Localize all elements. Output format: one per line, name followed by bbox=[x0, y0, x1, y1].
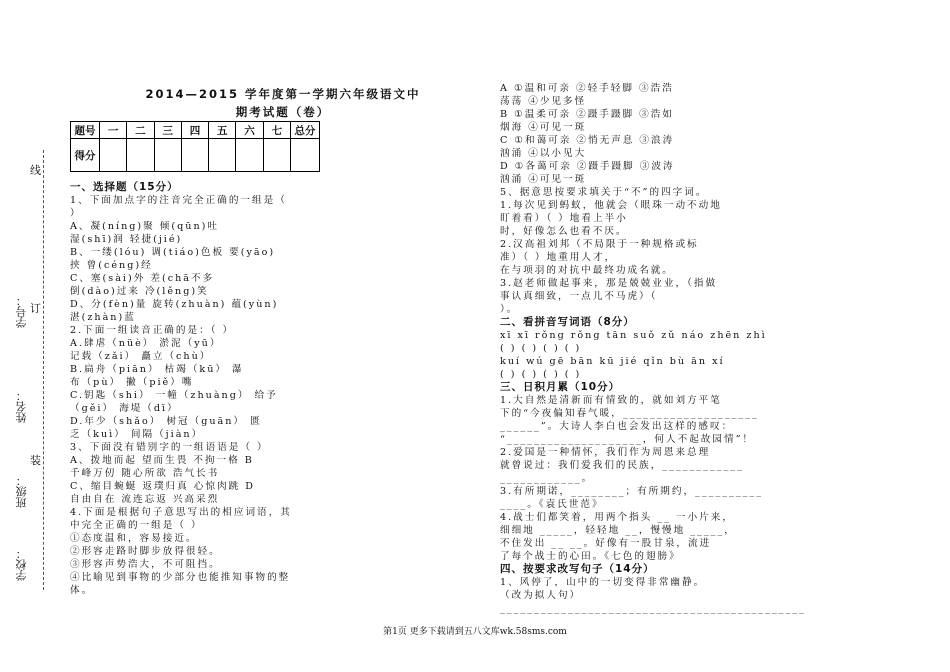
right-text-line: ( ) ( ) ( ) ( ) bbox=[500, 343, 582, 354]
right-text-line: 3.赵老师做起事来，那是兢兢业业，（指做 bbox=[500, 278, 718, 289]
left-text-line: C、缩目蜿蜒 返璞归真 心惊肉跳 D bbox=[70, 481, 255, 492]
left-text-line: 湿(shī)润 轻捷(jié) bbox=[70, 234, 183, 245]
left-text-line: 千峰万仞 随心所欲 浩气长书 bbox=[70, 468, 220, 479]
right-text-line: 时，好像怎么也看不厌。 bbox=[500, 226, 628, 237]
right-text-line: 1.每次见到蚂蚁，他就会（眼珠一动不动地 bbox=[500, 200, 722, 211]
left-text-line: D、分(fèn)量 旋转(zhuàn) 蕴(yùn) bbox=[70, 299, 279, 310]
right-text-line: 2.爱国是一种情怀，我们作为周恩来总理 bbox=[500, 447, 711, 458]
right-text-line: 1、风停了，山中的一切变得非常幽静。 bbox=[500, 577, 706, 588]
left-text-line: 倒(dào)过来 冷(lěng)笑 bbox=[70, 286, 209, 297]
right-text-line: 细细地 _____，轻轻地 __，慢慢地 _____， bbox=[500, 525, 736, 536]
score-header-cell: 三 bbox=[154, 122, 181, 139]
right-column bbox=[500, 82, 806, 615]
score-header-cell: 二 bbox=[127, 122, 154, 139]
left-text-line: 乏（kuì） 间隔（jiàn） bbox=[70, 429, 204, 440]
left-text-line: 3、下面没有错别字的一组语语是（ ） bbox=[70, 442, 269, 453]
right-text-line: 就曾说过：我们爱我们的民族，____________ bbox=[500, 460, 744, 471]
right-text-line: ____。《袁氏世范》 bbox=[500, 499, 604, 510]
right-text-line: 汹涌 ④可见一斑 bbox=[500, 174, 587, 185]
score-cell bbox=[127, 139, 154, 172]
right-text-line: kuí wú gē bān kū jié qǐn bù ān xí bbox=[500, 356, 725, 367]
left-section-heading: 一、选择题（15分） bbox=[70, 181, 179, 193]
left-column bbox=[70, 181, 500, 597]
right-text-line: 3.有所期诺，________；有所期约，__________ bbox=[500, 486, 764, 497]
left-text-line: ②形容走路时脚步放得很轻。 bbox=[70, 546, 221, 557]
score-cell bbox=[291, 139, 320, 172]
score-header-cell: 五 bbox=[209, 122, 236, 139]
left-text-line: 2.下面一组读音正确的是：（ ） bbox=[70, 325, 235, 336]
score-table bbox=[70, 121, 320, 172]
right-text-line: 汹涌 ④以小见大 bbox=[500, 148, 587, 159]
left-text-line: C、塞(sài)外 差(chā不多 bbox=[70, 273, 215, 284]
score-header-cell: 七 bbox=[263, 122, 290, 139]
left-text-line: （gěi） 海堤（dī） bbox=[70, 403, 179, 414]
left-text-line: 挟 曾(céng)经 bbox=[70, 260, 153, 271]
left-text-line: ③形容声势浩大，不可阻挡。 bbox=[70, 559, 221, 570]
left-text-line: 4.下面是根据句子意思写出的相应词语，其 bbox=[70, 507, 292, 518]
side-label-xian: 线 bbox=[30, 164, 41, 177]
right-text-line: （改为拟人句） bbox=[500, 590, 582, 601]
exam-title-line2: 期考试题（卷） bbox=[235, 105, 331, 119]
right-text-line: “____________________，何人不起故园情”！ bbox=[500, 434, 755, 445]
left-text-line: ） bbox=[70, 208, 82, 219]
right-text-line: 了每个战士的心田。《七色的翅膀》 bbox=[500, 551, 681, 562]
left-text-line: ④比喻见到事物的少部分也能推知事物的整 bbox=[70, 572, 291, 583]
left-text-line: A、拨地而起 望而生畏 不拘一格 B bbox=[70, 455, 254, 466]
score-header-cell: 六 bbox=[236, 122, 263, 139]
score-cell bbox=[100, 139, 127, 172]
right-text-line: 在与项羽的对抗中最终功成名就。 bbox=[500, 265, 674, 276]
left-text-line: 自由自在 流连忘返 兴高采烈 bbox=[70, 494, 220, 505]
score-header-cell: 总分 bbox=[291, 122, 320, 139]
score-cell bbox=[154, 139, 181, 172]
right-section-heading: 二、看拼音写词语（8分） bbox=[500, 316, 635, 328]
left-text-line: B、一缕(lóu) 调(tiáo)色板 要(yāo) bbox=[70, 247, 276, 258]
left-text-line: A.肆虐（nüè） 淤泥（yū） bbox=[70, 338, 222, 349]
score-cell bbox=[263, 139, 290, 172]
right-text-line: 烟海 ④可见一斑 bbox=[500, 122, 587, 133]
left-text-line: D.年少（shǎo） 树冠（guān） 匮 bbox=[70, 416, 262, 427]
side-label-ding: 订 bbox=[30, 302, 41, 315]
left-text-line: 记载（zǎi） 矗立（chù） bbox=[70, 351, 212, 362]
left-text-line: ①态度温和，容易接近。 bbox=[70, 533, 198, 544]
left-text-line: B.扁舟（piān） 枯竭（kū） 瀑 bbox=[70, 364, 244, 375]
score-cell bbox=[236, 139, 263, 172]
left-text-line: C.钥匙（shi） 一幢（zhuàng） 给予 bbox=[70, 390, 278, 401]
right-text-line: 盯着看）（ ）地看上半小 bbox=[500, 213, 628, 224]
left-text-line: 中完全正确的一组是（ ） bbox=[70, 520, 203, 531]
right-text-line: 事认真细致，一点儿不马虎）（ bbox=[500, 291, 658, 302]
right-text-line: ____________。 bbox=[500, 473, 594, 484]
right-text-line: 5、据意思按要求填关于“不”的四字词。 bbox=[500, 187, 708, 198]
right-text-line: 1.大自然是清新而有情致的，就如刘方平笔 bbox=[500, 395, 722, 406]
score-header-cell: 一 bbox=[100, 122, 127, 139]
left-text-line: 1、下面加点字的注音完全正确的一组是（ bbox=[70, 195, 287, 206]
left-text-line: 体。 bbox=[70, 585, 94, 596]
score-cell bbox=[181, 139, 208, 172]
right-section-heading: 三、日积月累（10分） bbox=[500, 381, 621, 393]
side-label-xuehao: 学号： bbox=[15, 295, 28, 328]
left-text-line: 湛(zhàn)蓝 bbox=[70, 312, 136, 323]
right-text-line: 下的“今夜偏知春气暖，____________________ bbox=[500, 408, 759, 419]
side-label-banji: 班级： bbox=[15, 475, 28, 508]
right-text-line: A ①温和可亲 ②轻手轻脚 ③浩浩 bbox=[500, 83, 674, 94]
side-label-xingming: 姓名： bbox=[15, 390, 28, 423]
right-text-line: _____________________________________________ bbox=[500, 603, 806, 614]
binding-line bbox=[43, 150, 44, 590]
right-text-line: C ①和蔼可亲 ②悄无声息 ③浪涛 bbox=[500, 135, 675, 146]
right-text-line: 荡荡 ④少见多怪 bbox=[500, 96, 587, 107]
score-cell bbox=[209, 139, 236, 172]
left-text-line: 布（pù） 撇（piě）嘴 bbox=[70, 377, 194, 388]
left-text-line: A、凝(níng)聚 倾(qūn)吐 bbox=[70, 221, 219, 232]
score-header-cell: 四 bbox=[181, 122, 208, 139]
right-text-line: 不住发出 __ __。好像有一股甘泉，流进 bbox=[500, 538, 712, 549]
score-header-cell: 题号 bbox=[71, 122, 100, 139]
page-footer: 第1页 更多下载请到五八文库wk.58sms.com bbox=[383, 627, 567, 637]
right-text-line: D ①各蔼可亲 ②蹑手蹑脚 ③波涛 bbox=[500, 161, 675, 172]
right-text-line: 2.汉高祖刘邦（不局限于一种规格或标 bbox=[500, 239, 699, 250]
score-row-label: 得分 bbox=[71, 139, 100, 172]
right-text-line: 准）（ ）地重用人才， bbox=[500, 252, 617, 263]
right-text-line: ( ) ( ) ( ) ( ) bbox=[500, 369, 582, 380]
right-text-line: xī xī rǒng rǒng tān suǒ zǔ náo zhēn zhì bbox=[500, 330, 767, 341]
right-text-line: 4.战士们都笑着，用两个指头 __ 一小片来， bbox=[500, 512, 734, 523]
right-section-heading: 四、按要求改写句子（14分） bbox=[500, 563, 655, 575]
side-label-xuexiao: 学校： bbox=[15, 548, 28, 581]
right-text-line: ______”。大诗人李白也会发出这样的感叹： bbox=[500, 421, 734, 432]
side-label-zhuang: 装 bbox=[30, 454, 41, 467]
exam-title-line1: 2014—2015 学年度第一学期六年级语文中 bbox=[145, 87, 421, 101]
right-text-line: B ①温柔可亲 ②蹑手蹑脚 ③浩如 bbox=[500, 109, 674, 120]
right-text-line: ）。 bbox=[500, 304, 519, 315]
